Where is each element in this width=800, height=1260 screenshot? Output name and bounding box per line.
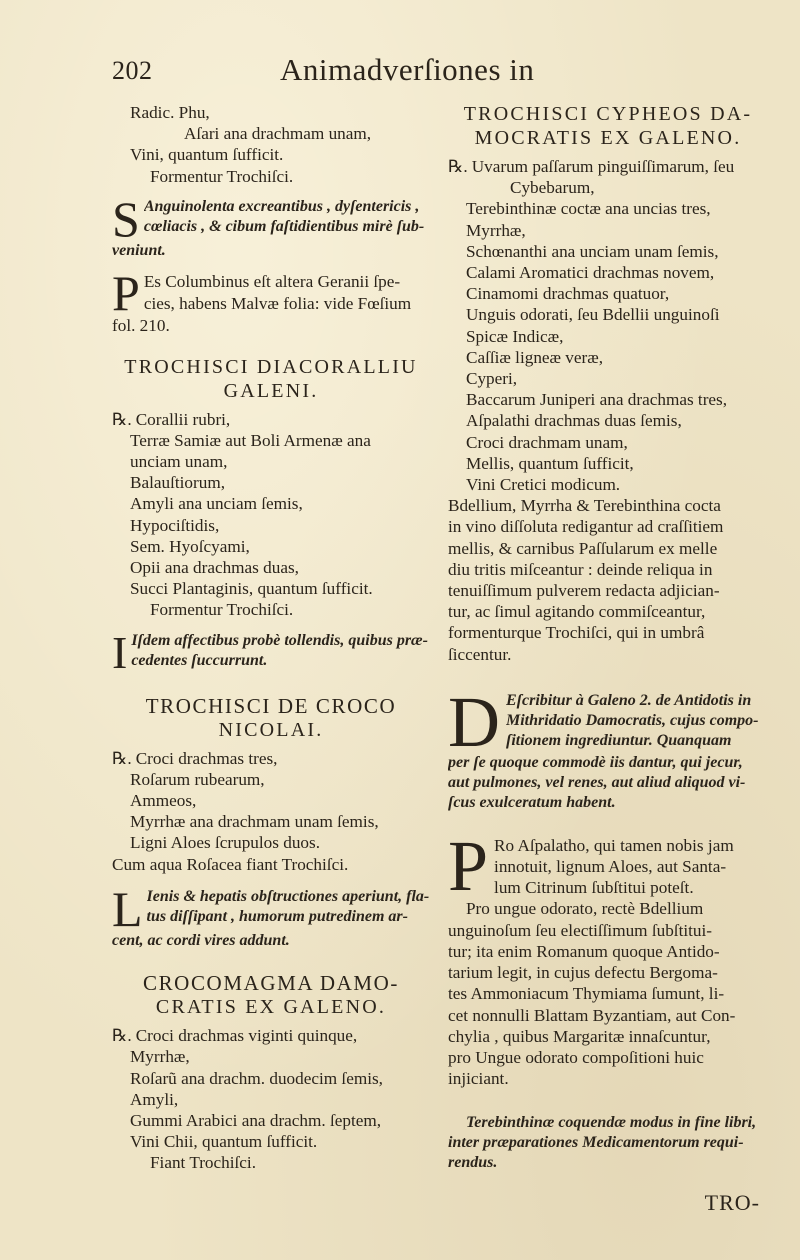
catchword: TRO- xyxy=(704,1190,760,1215)
text-line: unguinoſum ſeu electiſſimum ſubſtitui- xyxy=(448,920,712,940)
text-line: Aſari ana drachmam unam, xyxy=(184,124,372,144)
paragraph xyxy=(448,495,768,665)
drop-capital: I xyxy=(112,626,128,678)
text-line: innotuit, lignum Aloes, aut Santa- xyxy=(494,857,727,877)
text-line: cœliacis , & cibum faſtidientibus mirè ſub- xyxy=(143,218,425,236)
text-line: Amyli ana unciam ſemis, xyxy=(130,494,303,514)
text-line: cent, ac cordi vires addunt. xyxy=(112,931,290,949)
text-line: Iſdem affectibus probè tollendis, quibus præ- xyxy=(131,631,428,649)
text-line: pro Ungue odorato compoſitioni huic xyxy=(448,1047,704,1067)
section-title: GALENI. xyxy=(223,379,319,402)
text-line: Es Columbinus eſt altera Geranii ſpe- xyxy=(143,272,401,292)
drop-capital: P xyxy=(112,265,140,322)
section-title: NICOLAI. xyxy=(218,718,324,741)
text-line: Pro ungue odorato, rectè Bdellium xyxy=(466,899,704,919)
section-title: CRATIS EX GALENO. xyxy=(155,996,387,1019)
text-line: Amyli, xyxy=(130,1089,179,1109)
drop-capital: L xyxy=(112,880,143,937)
text-line: Terebinthinæ coquendæ modus in fine libri, xyxy=(466,1114,757,1132)
text-line: lum Citrinum ſubſtitui poteſt. xyxy=(494,878,694,898)
text-line: Opii ana drachmas duas, xyxy=(130,557,299,577)
ingredient: Uvarum paſſarum pinguiſſimarum, ſeu xyxy=(471,157,735,176)
note-block xyxy=(448,681,768,813)
text-line: aut pulmones, vel renes, aut aliud aliquod vi- xyxy=(448,773,746,791)
cross-reference-note xyxy=(448,1113,768,1173)
text-line: Formentur Trochiſci. xyxy=(150,600,294,620)
text-line: Vini, quantum ſufficit. xyxy=(130,145,284,165)
text-line: ſitionem ingrediuntur. Quanquam xyxy=(506,731,732,749)
section-title: CROCOMAGMA DAMO- xyxy=(142,971,400,996)
text-line: Formentur Trochiſci. xyxy=(150,166,294,186)
text-line: formenturque Trochiſci, qui in umbrâ xyxy=(448,623,705,643)
text-line: Schœnanthi ana unciam unam ſemis, xyxy=(466,241,719,261)
section-title: TROCHISCI CYPHEOS DA- xyxy=(463,103,753,125)
recipe-symbol: ℞. xyxy=(448,157,468,176)
text-line: Unguis odorati, ſeu Bdellii unguinoſi xyxy=(466,305,720,325)
drop-capital: P xyxy=(448,825,489,906)
text-line: cet nonnulli Blattam Byzantiam, aut Con- xyxy=(448,1005,736,1025)
text-line: Bdellium, Myrrha & Terebinthina cocta xyxy=(448,496,721,516)
text-line: Myrrhæ ana drachmam unam ſemis, xyxy=(130,812,379,832)
recipe-symbol: ℞. xyxy=(112,409,132,429)
text-line: per ſe quoque commodè iis dantur, qui jecur, xyxy=(448,753,743,771)
text-line: ſiccentur. xyxy=(448,644,512,664)
recipe-symbol: ℞. xyxy=(112,748,132,768)
text-line: Radic. Phu, xyxy=(130,103,210,122)
text-line: Caſſiæ ligneæ veræ, xyxy=(466,347,604,367)
text-line: Balauſtiorum, xyxy=(130,473,225,493)
text-line: Eſcribitur à Galeno 2. de Antidotis in xyxy=(506,691,752,709)
text-line: Mellis, quantum ſufficit, xyxy=(466,453,634,473)
text-line: diu tritis miſceantur : deinde reliqua in xyxy=(448,559,713,579)
text-line: Ro Aſpalatho, qui tamen nobis jam xyxy=(494,835,734,855)
text-line: Fiant Trochiſci. xyxy=(150,1153,257,1173)
text-line: Succi Plantaginis, quantum ſufficit. xyxy=(130,579,373,599)
text-line xyxy=(112,1025,430,1046)
text-line: Cyperi, xyxy=(466,369,518,389)
ingredient: Croci drachmas viginti quinque, xyxy=(135,1026,358,1046)
text-line: Calami Aromatici drachmas novem, xyxy=(466,263,715,283)
text-line: tur, ac ſimul agitando commiſceantur, xyxy=(448,602,706,622)
text-line: cedentes ſuccurrunt. xyxy=(131,652,268,670)
text-line: tes Ammoniacum Thymiama ſumunt, li- xyxy=(448,984,725,1004)
ingredient: Croci drachmas tres, xyxy=(135,748,278,768)
text-line: in vino diſſoluta redigantur ad craſſitiem xyxy=(448,517,724,537)
text-line: Roſarum rubearum, xyxy=(130,769,265,789)
text-line: unciam unam, xyxy=(130,451,228,471)
text-line xyxy=(112,748,430,769)
section-title: TROCHISCI DIACORALLIU xyxy=(124,355,418,378)
text-line: Hypociſtidis, xyxy=(130,515,220,535)
right-column xyxy=(448,102,768,1173)
running-head: Animadverſiones in xyxy=(280,52,535,87)
text-line: Myrrhæ, xyxy=(466,220,526,240)
text-line: Croci drachmam unam, xyxy=(466,432,628,452)
note-block xyxy=(112,265,430,336)
page-number: 202 xyxy=(112,56,153,85)
text-line: fol. 210. xyxy=(112,316,170,336)
section-title: TROCHISCI DE CROCO xyxy=(145,693,397,718)
drop-capital: S xyxy=(112,190,140,247)
text-line: tur; ita enim Romanum quoque Antido- xyxy=(448,941,720,961)
text-line: Gummi Arabici ana drachm. ſeptem, xyxy=(130,1111,382,1131)
text-line: tenuiſſimum pulverem redacta adjician- xyxy=(448,581,720,601)
text-line: ſcus exulceratum habent. xyxy=(448,793,616,811)
text-line: Roſarũ ana drachm. duodecim ſemis, xyxy=(130,1068,383,1088)
text-line: chylia , quibus Margaritæ innaſcuntur, xyxy=(448,1026,711,1046)
text-line: Terebinthinæ coctæ ana uncias tres, xyxy=(466,199,711,219)
section-title: MOCRATIS EX GALENO. xyxy=(474,127,742,149)
text-line: tarium legit, in cujus defectu Bergoma- xyxy=(448,963,718,983)
text-line: Ammeos, xyxy=(130,790,197,810)
text-line: Cum aqua Roſacea fiant Trochiſci. xyxy=(112,854,349,874)
text-line: Baccarum Juniperi ana drachmas tres, xyxy=(466,390,728,410)
text-line: Aſpalathi drachmas duas ſemis, xyxy=(466,411,682,431)
text-line: Vini Chii, quantum ſufficit. xyxy=(130,1132,318,1152)
note-block xyxy=(112,626,430,678)
note-block xyxy=(112,880,430,952)
left-column xyxy=(112,102,430,1174)
text-line: Ienis & hepatis obſtructiones aperiunt, fla- xyxy=(146,887,430,905)
text-line: tus diſſipant , humorum putredinem ar- xyxy=(146,908,408,926)
text-line: Ligni Aloes ſcrupulos duos. xyxy=(130,833,321,853)
text-line: injiciant. xyxy=(448,1069,509,1089)
text-line xyxy=(448,156,768,177)
text-line: mellis, & carnibus Paſſularum ex melle xyxy=(448,538,718,558)
text-line: Spicæ Indicæ, xyxy=(466,326,564,346)
note-block xyxy=(448,825,768,1089)
text-line: Cybebarum, xyxy=(510,178,595,198)
text-line: Sem. Hyoſcyami, xyxy=(130,536,250,556)
text-line xyxy=(112,409,430,430)
text-line: Vini Cretici modicum. xyxy=(466,475,621,495)
text-line: Anguinolenta excreantibus , dyſentericis , xyxy=(143,197,420,215)
drop-capital: D xyxy=(448,681,500,762)
text-line: Terræ Samiæ aut Boli Armenæ ana xyxy=(130,430,371,450)
page-header xyxy=(112,52,760,94)
note-block xyxy=(112,190,430,262)
text-line: cies, habens Malvæ folia: vide Fœſium xyxy=(143,293,412,313)
recipe-symbol: ℞. xyxy=(112,1026,132,1046)
text-line: Mithridatio Damocratis, cujus compo- xyxy=(506,711,759,729)
text-line: inter præparationes Medicamentorum requi- xyxy=(448,1134,744,1152)
ingredient: Corallii rubri, xyxy=(135,409,231,429)
text-line: rendus. xyxy=(448,1154,498,1172)
text-line: Myrrhæ, xyxy=(130,1047,190,1067)
text-line: Cinamomi drachmas quatuor, xyxy=(466,284,670,304)
text-line: veniunt. xyxy=(112,241,166,259)
